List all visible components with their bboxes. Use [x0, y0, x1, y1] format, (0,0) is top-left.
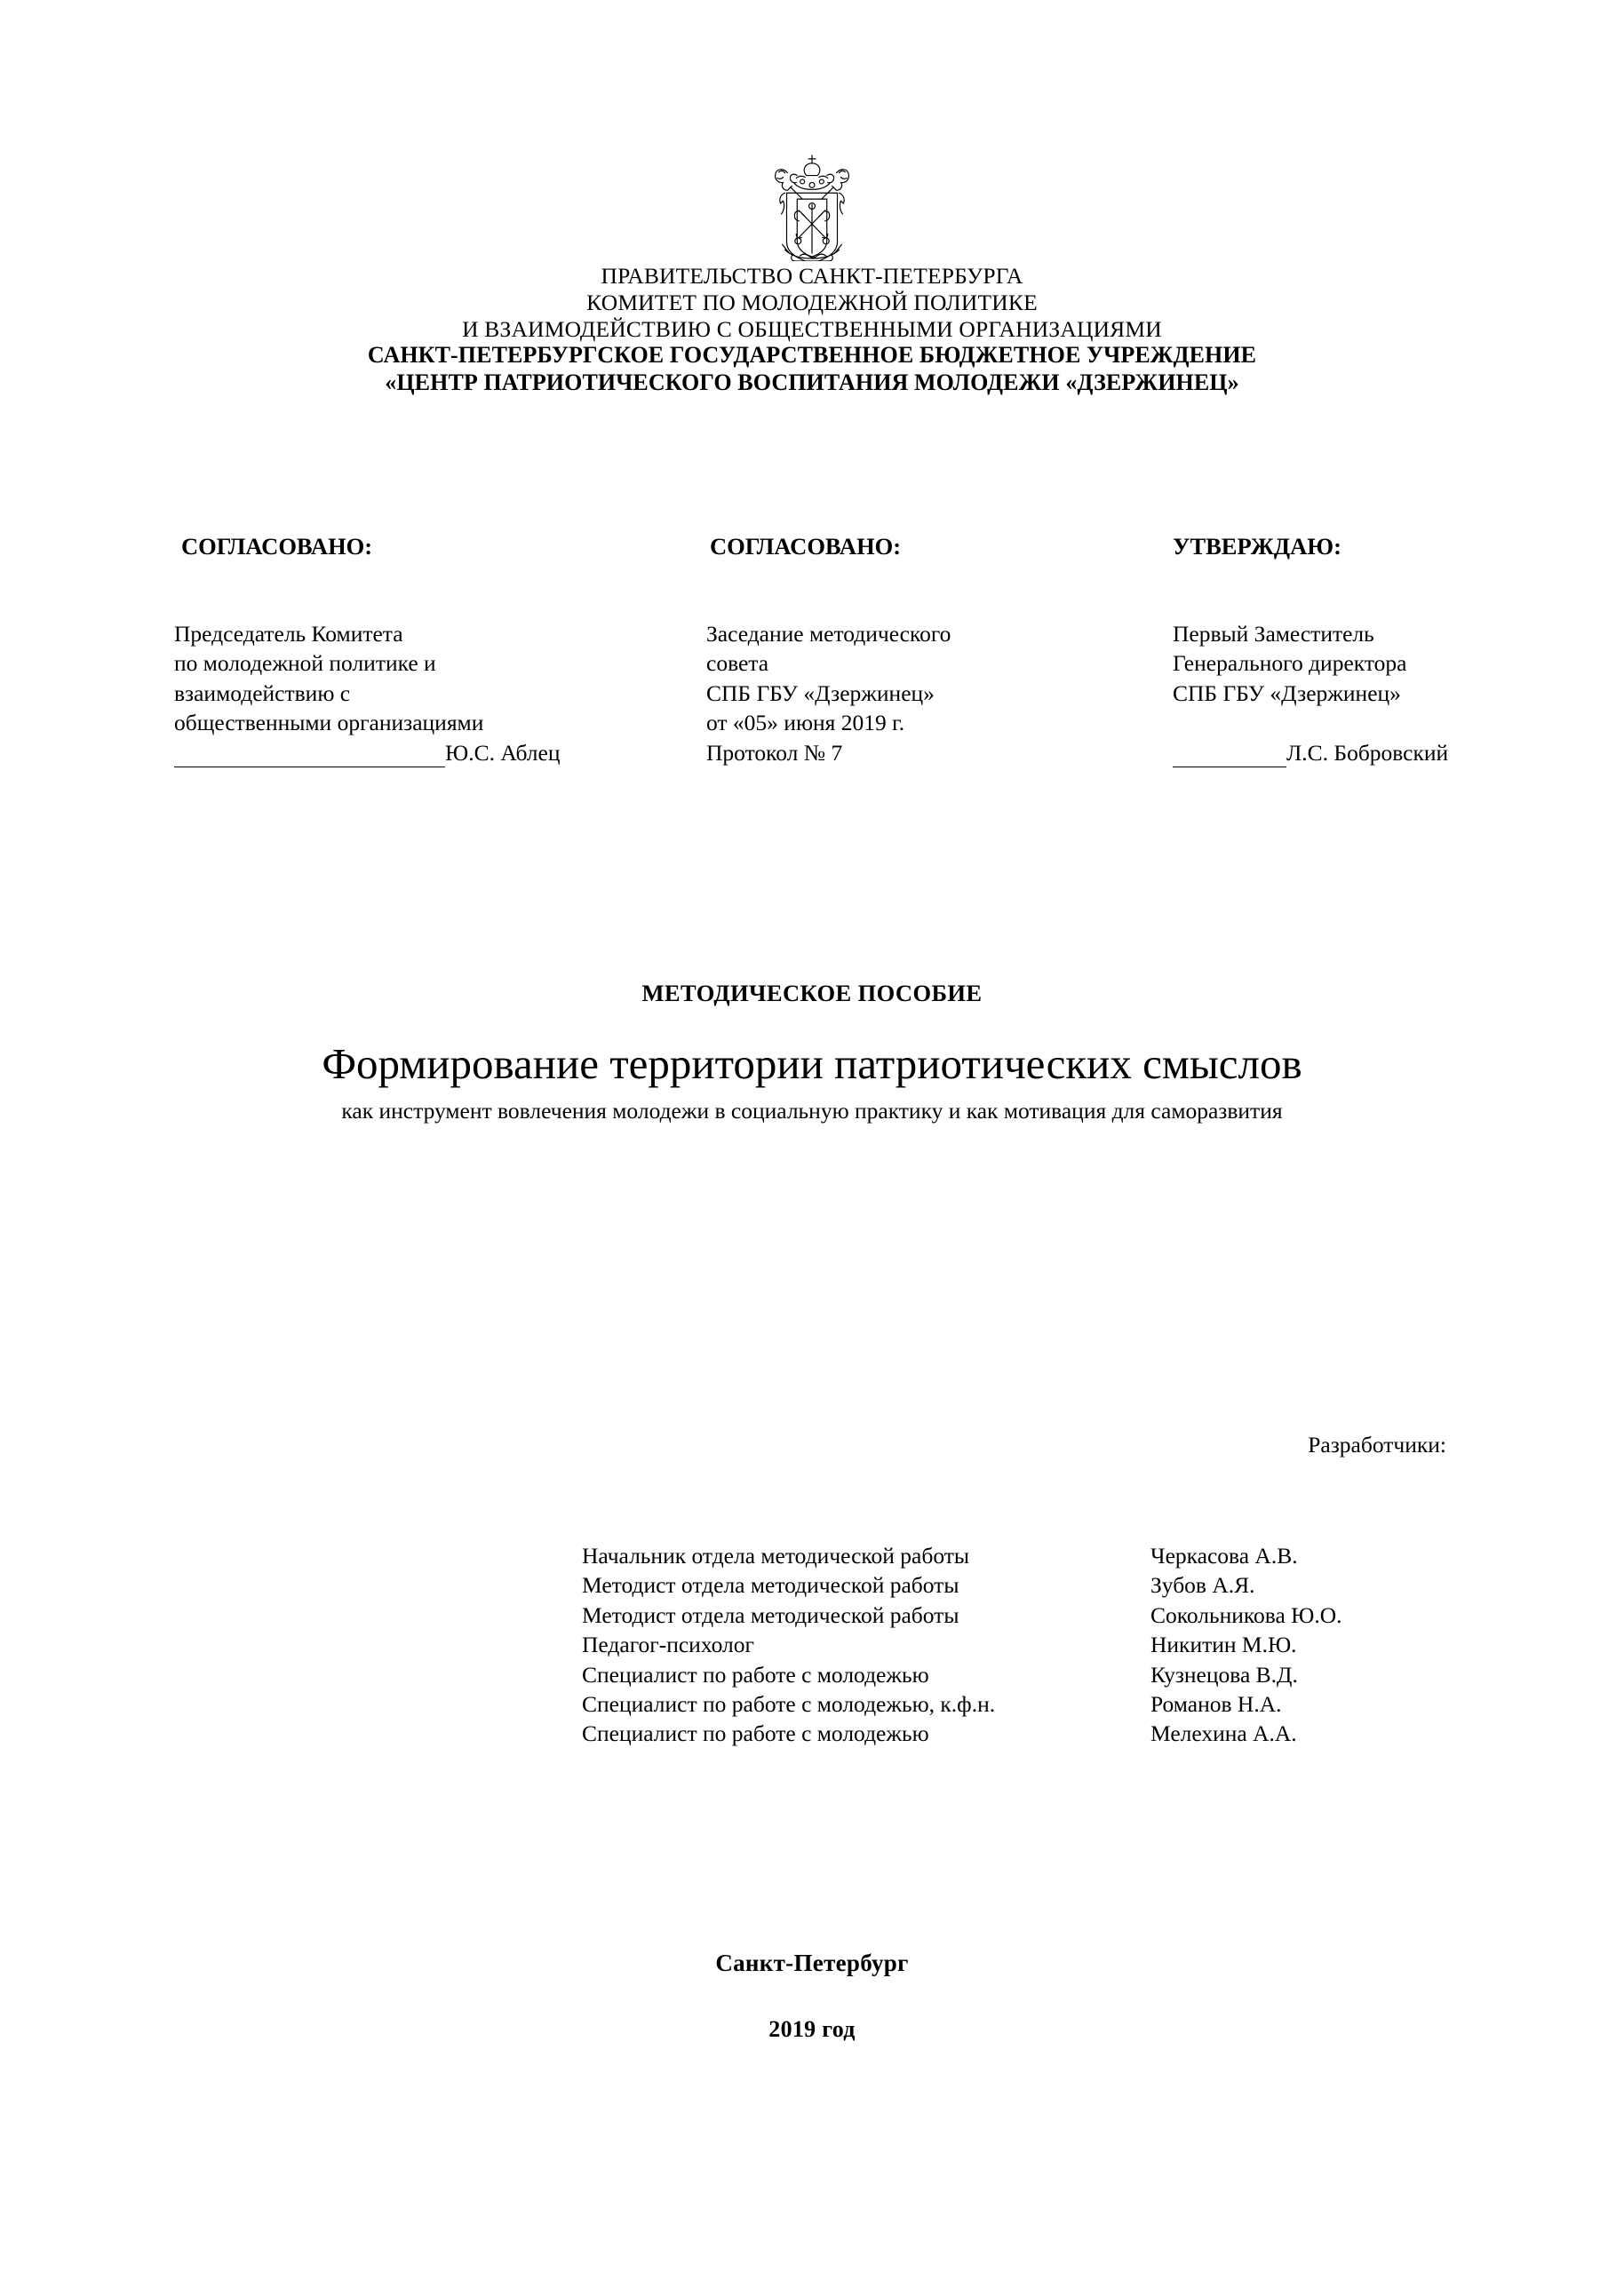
developer-name: Кузнецова В.Д.: [1150, 1661, 1298, 1688]
org-header-line-4: САНКТ-ПЕТЕРБУРГСКОЕ ГОСУДАРСТВЕННОЕ БЮДЖЕТНОЕ УЧРЕЖДЕНИЕ: [367, 342, 1257, 369]
developer-name: Черкасова А.В.: [1150, 1543, 1298, 1569]
signature-row-bobrovsky: [1173, 738, 1564, 767]
signature-line-ablec: [174, 745, 445, 767]
table-row: [582, 1601, 1470, 1630]
approval-block: [0, 533, 1624, 799]
approval-col2-line-1: Заседание методического: [706, 621, 951, 647]
approval-col2-line-5: Протокол № 7: [706, 739, 843, 766]
organization-header: [0, 263, 1624, 396]
saint-petersburg-coat-of-arms-icon: [760, 151, 864, 261]
approval-col2-line-3: СПБ ГБУ «Дзержинец»: [706, 679, 935, 706]
approval-col1-line-3: взаимодействию с: [174, 679, 351, 706]
footer-year: 2019 год: [768, 2016, 856, 2042]
org-header-line-3: И ВЗАИМОДЕЙСТВИЮ С ОБЩЕСТВЕННЫМИ ОРГАНИЗАЦИЯМИ: [462, 315, 1162, 342]
title-block: [0, 980, 1624, 1125]
approval-col2-line-2: совета: [706, 650, 769, 677]
approval-col3-spacer: [1173, 708, 1564, 738]
developer-name: Мелехина А.А.: [1150, 1720, 1297, 1747]
footer-city: Санкт-Петербург: [715, 1950, 909, 1976]
developer-name: Романов Н.А.: [1150, 1690, 1282, 1717]
signature-row-ablec: [174, 738, 672, 767]
developer-role: Методист отдела методической работы: [582, 1601, 959, 1628]
approval-heading-utverzhdayu: УТВЕРЖДАЮ:: [1173, 533, 1341, 560]
developer-role: Специалист по работе с молодежью, к.ф.н.: [582, 1690, 996, 1717]
developer-name: Зубов А.Я.: [1150, 1572, 1255, 1599]
developers-table: [582, 1541, 1470, 1749]
document-kicker: МЕТОДИЧЕСКОЕ ПОСОБИЕ: [641, 980, 983, 1006]
developer-name: Никитин М.Ю.: [1150, 1632, 1297, 1658]
approval-heading-soglasovano-2: СОГЛАСОВАНО:: [710, 533, 902, 560]
org-header-line-5: «ЦЕНТР ПАТРИОТИЧЕСКОГО ВОСПИТАНИЯ МОЛОДЕЖИ «ДЗЕРЖИНЕЦ»: [385, 369, 1239, 395]
developer-role: Педагог-психолог: [582, 1632, 754, 1658]
page-subtitle: как инструмент вовлечения молодежи в социальную практику и как мотивация для саморазвития: [341, 1097, 1283, 1124]
table-row: [582, 1689, 1470, 1719]
document-footer: [0, 1950, 1624, 2043]
approval-column-methodical-council: [706, 533, 1115, 767]
approval-col1-line-2: по молодежной политике и: [174, 650, 436, 677]
approval-col3-line-1: Первый Заместитель: [1173, 621, 1374, 647]
developers-heading: Разработчики:: [1308, 1432, 1446, 1458]
approval-column-deputy-director: [1173, 533, 1564, 767]
developer-role: Специалист по работе с молодежью: [582, 1720, 929, 1747]
signature-line-bobrovsky: [1173, 745, 1286, 767]
table-row: [582, 1719, 1470, 1748]
developer-role: Методист отдела методической работы: [582, 1572, 959, 1599]
approval-col3-line-2: Генерального директора: [1173, 650, 1407, 677]
approval-col3-line-3: СПБ ГБУ «Дзержинец»: [1173, 679, 1401, 706]
approval-column-committee: [174, 533, 672, 767]
org-header-line-2: КОМИТЕТ ПО МОЛОДЕЖНОЙ ПОЛИТИКЕ: [586, 289, 1038, 315]
table-row: [582, 1660, 1470, 1689]
approval-col1-line-1: Председатель Комитета: [174, 621, 403, 647]
table-row: [582, 1630, 1470, 1659]
developer-role: Специалист по работе с молодежью: [582, 1661, 929, 1688]
page-title: Формирование территории патриотических смыслов: [322, 1039, 1302, 1088]
signatory-name-bobrovsky: Л.С. Бобровский: [1286, 739, 1449, 766]
table-row: [582, 1541, 1470, 1570]
approval-col1-line-4: общественными организациями: [174, 710, 484, 736]
signatory-name-ablec: Ю.С. Аблец: [445, 739, 561, 766]
approval-col2-line-4: от «05» июня 2019 г.: [706, 710, 905, 736]
table-row: [582, 1570, 1470, 1600]
approval-heading-soglasovano-1: СОГЛАСОВАНО:: [181, 533, 373, 560]
developer-name: Сокольникова Ю.О.: [1150, 1601, 1342, 1628]
developer-role: Начальник отдела методической работы: [582, 1543, 970, 1569]
org-header-line-1: ПРАВИТЕЛЬСТВО САНКТ-ПЕТЕРБУРГА: [601, 263, 1023, 289]
emblem-container: [0, 151, 1624, 266]
